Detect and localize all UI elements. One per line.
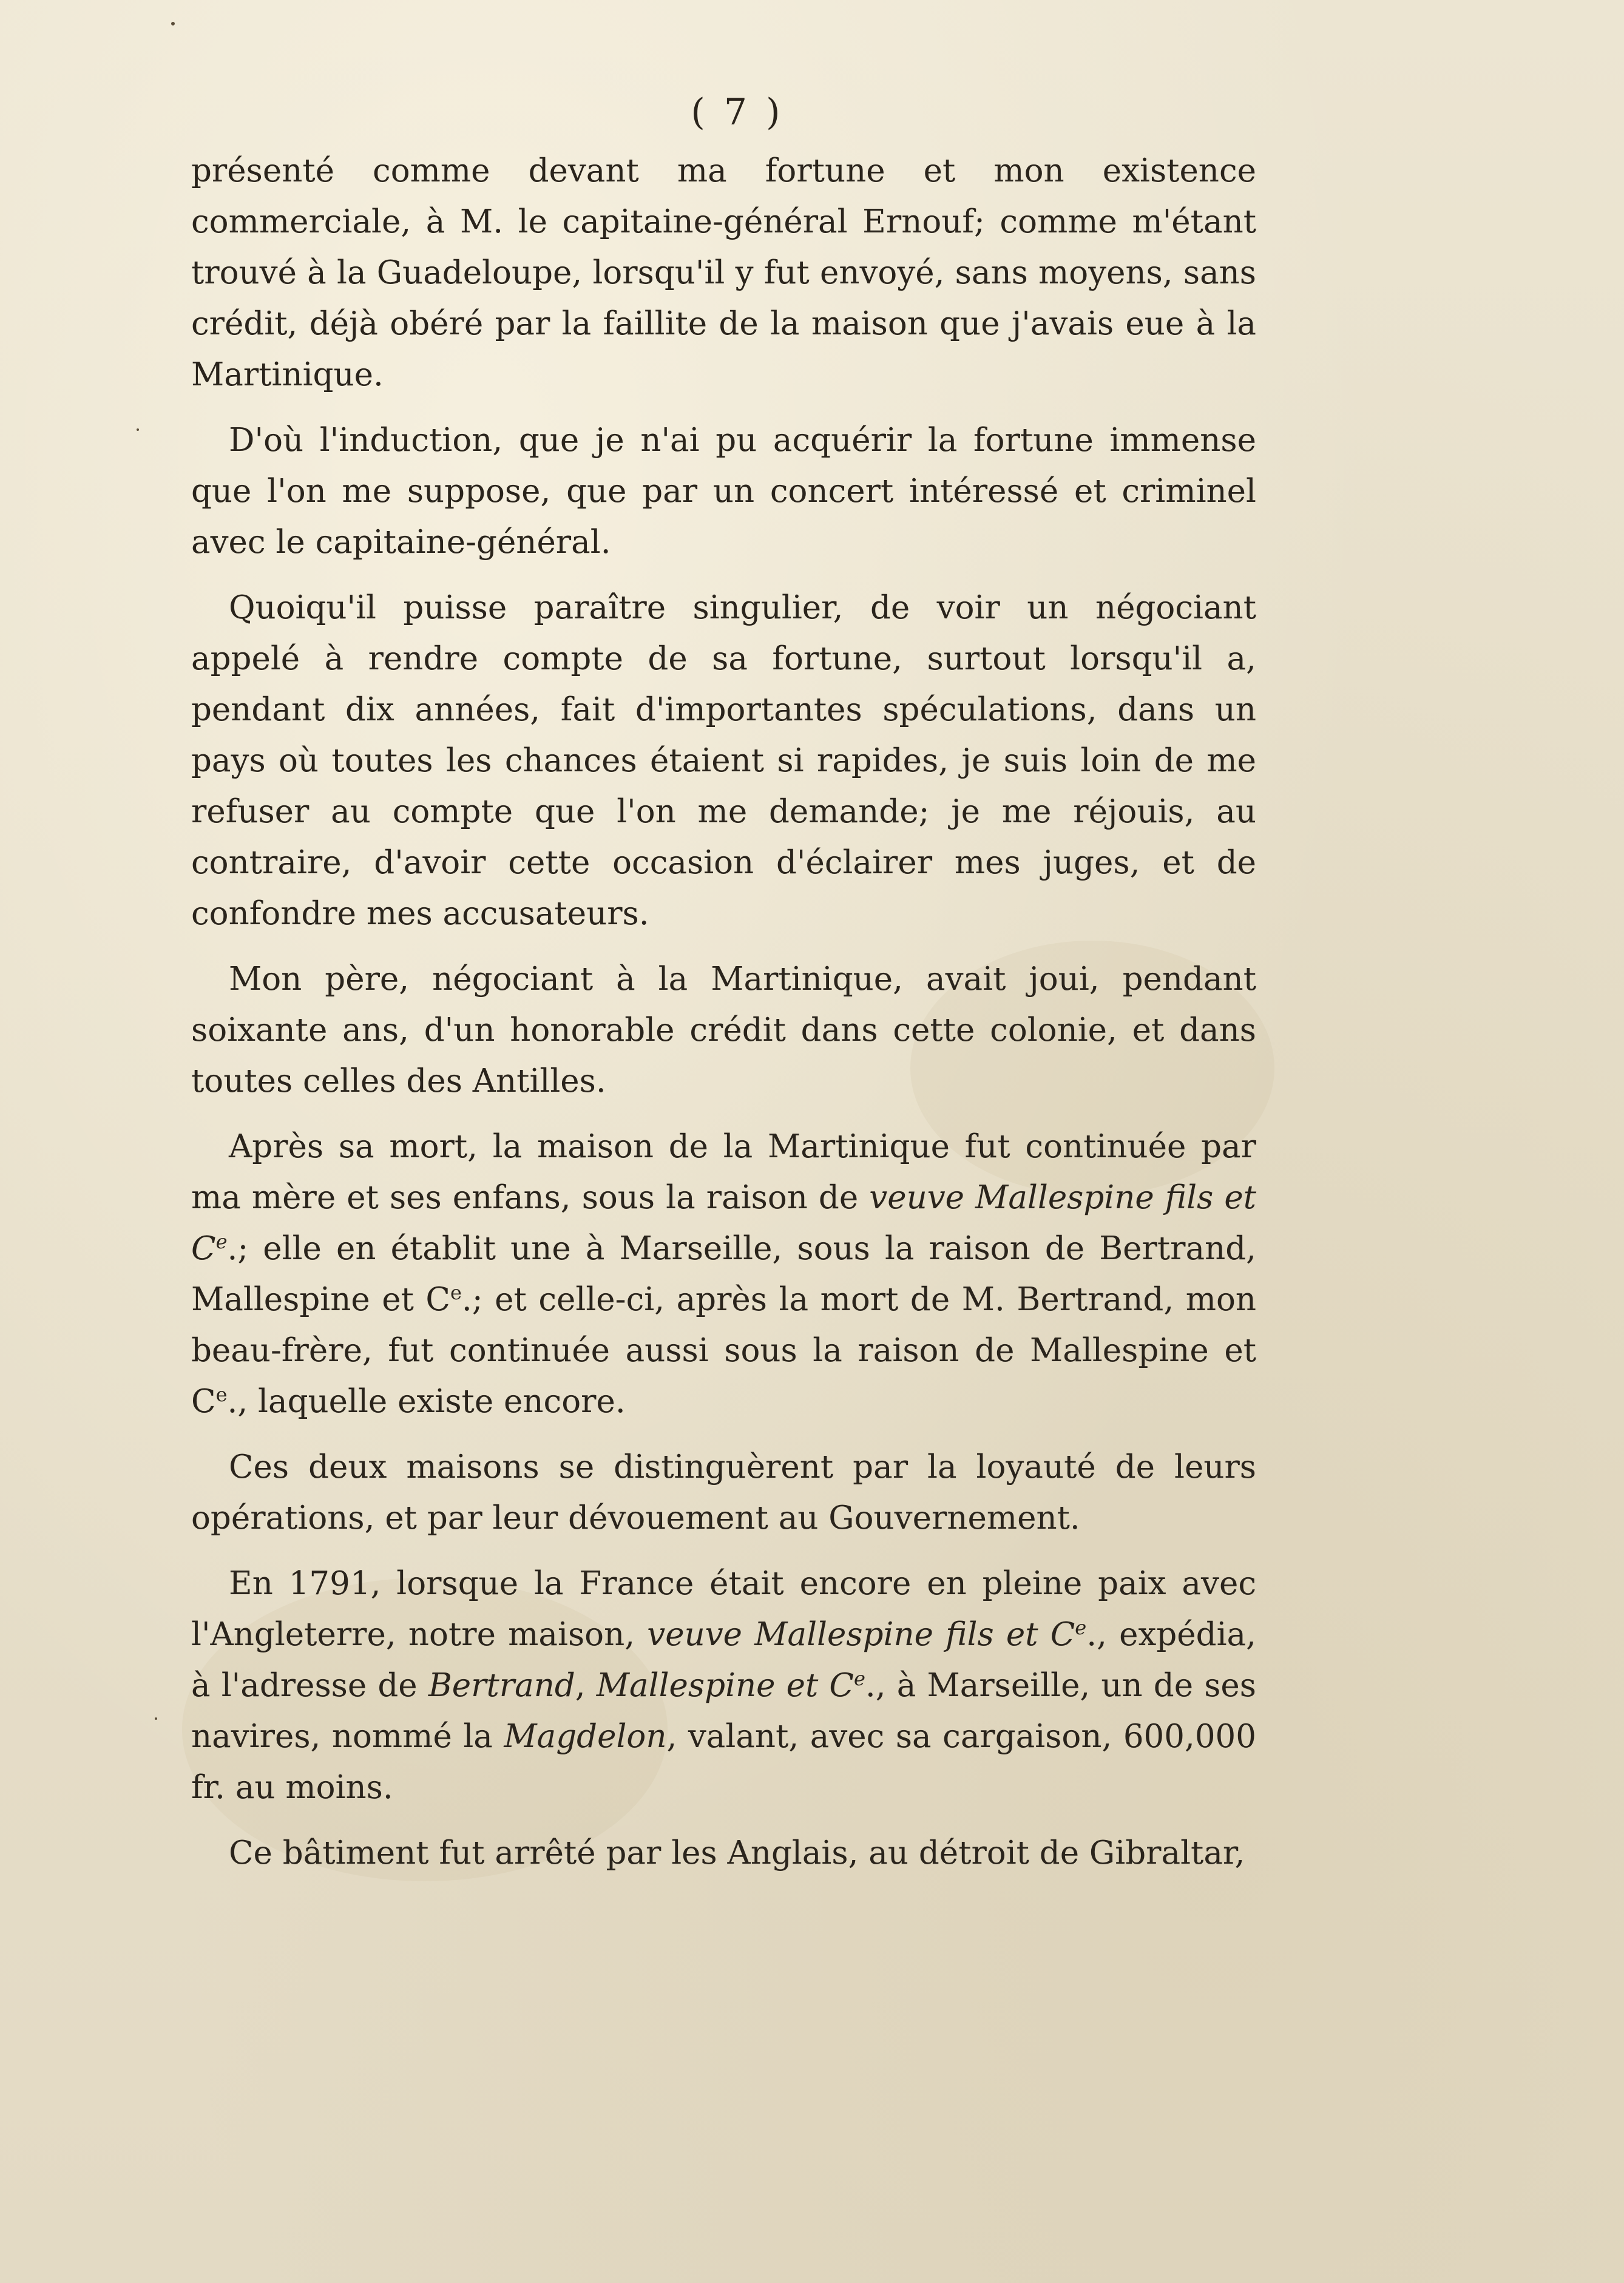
paragraph [191,1558,1256,1813]
text-segment: .; et celle-ci, après la mort de M. Bertrand, mon beau-frère, fut continuée aussi sous la raison de Mallespine et C [191,1281,1256,1420]
text-segment: e [450,1281,462,1304]
page-number: ( 7 ) [691,91,784,134]
text-segment: Magdelon [504,1718,667,1755]
text-segment: Mon père, négociant à la Martinique, avait joui, pendant soixante ans, d'un honorable crédit dans cette colonie, et dans toutes celles des Antilles. [191,961,1256,1100]
paragraph [191,146,1256,401]
text-segment: ., laquelle existe encore. [227,1383,626,1420]
paragraph [191,1442,1256,1544]
text-segment: veuve Mallespine fils et C [191,1179,1257,1267]
text-segment: e [1075,1616,1087,1639]
text-segment: Après sa mort, la maison de la Martinique fut continuée par ma mère et ses enfans, sous la raison de [191,1128,1256,1216]
text-segment: Quoiqu'il puisse paraître singulier, de voir un négociant appelé à rendre compte de sa fortune, surtout lorsqu'il a, pendant dix années, fait d'importantes spéculations, dans un pays où toutes les chances étaient si rapides, je suis loin de me refuser au compte que l'on me demande; je me réjouis, au contraire, d'avoir cette occasion d'éclairer mes juges, et de confondre mes accusateurs. [191,589,1256,932]
paragraph [191,954,1256,1107]
ink-speck [155,1717,157,1720]
text-segment: Bertrand [428,1667,575,1704]
paragraph [191,415,1256,568]
paragraph [191,1121,1256,1427]
paragraph [191,1828,1256,1879]
text-segment: veuve Mallespine fils et C [647,1616,1075,1653]
text-segment: , [575,1667,597,1704]
ink-speck [137,428,139,431]
text-segment: ., expédia, à l'adresse de [191,1616,1256,1704]
paragraph [191,583,1256,939]
ink-speck [171,22,175,25]
text-segment: ., à Marseille, un de ses navires, nommé la [191,1667,1257,1755]
body-text [191,146,1256,1879]
text-segment: e [215,1383,228,1406]
text-segment: présenté comme devant ma fortune et mon existence commerciale, à M. le capitaine-général Ernouf; comme m'étant trouvé à la Guadeloupe, lorsqu'il y fut envoyé, sans moyens, sans crédit, déjà obéré par la faillite de la maison que j'avais eue à la Martinique. [191,152,1256,393]
text-segment: , valant, avec sa cargaison, 600,000 fr. au moins. [191,1718,1257,1806]
text-segment: Ce bâtiment fut arrêté par les Anglais, au détroit de Gibraltar, [229,1835,1245,1872]
text-segment: D'où l'induction, que je n'ai pu acquérir la fortune immense que l'on me suppose, que par un concert intéressé et criminel avec le capitaine-général. [191,422,1256,561]
text-segment: Ces deux maisons se distinguèrent par la loyauté de leurs opérations, et par leur dévouement au Gouvernement. [191,1449,1256,1537]
text-segment: e [853,1667,865,1690]
text-segment: En 1791, lorsque la France était encore en pleine paix avec l'Angleterre, notre maison, [191,1565,1256,1653]
text-segment: .; elle en établit une à Marseille, sous la raison de Bertrand, Mallespine et C [191,1230,1256,1318]
text-segment: e [215,1230,228,1253]
text-segment: Mallespine et C [596,1667,854,1704]
